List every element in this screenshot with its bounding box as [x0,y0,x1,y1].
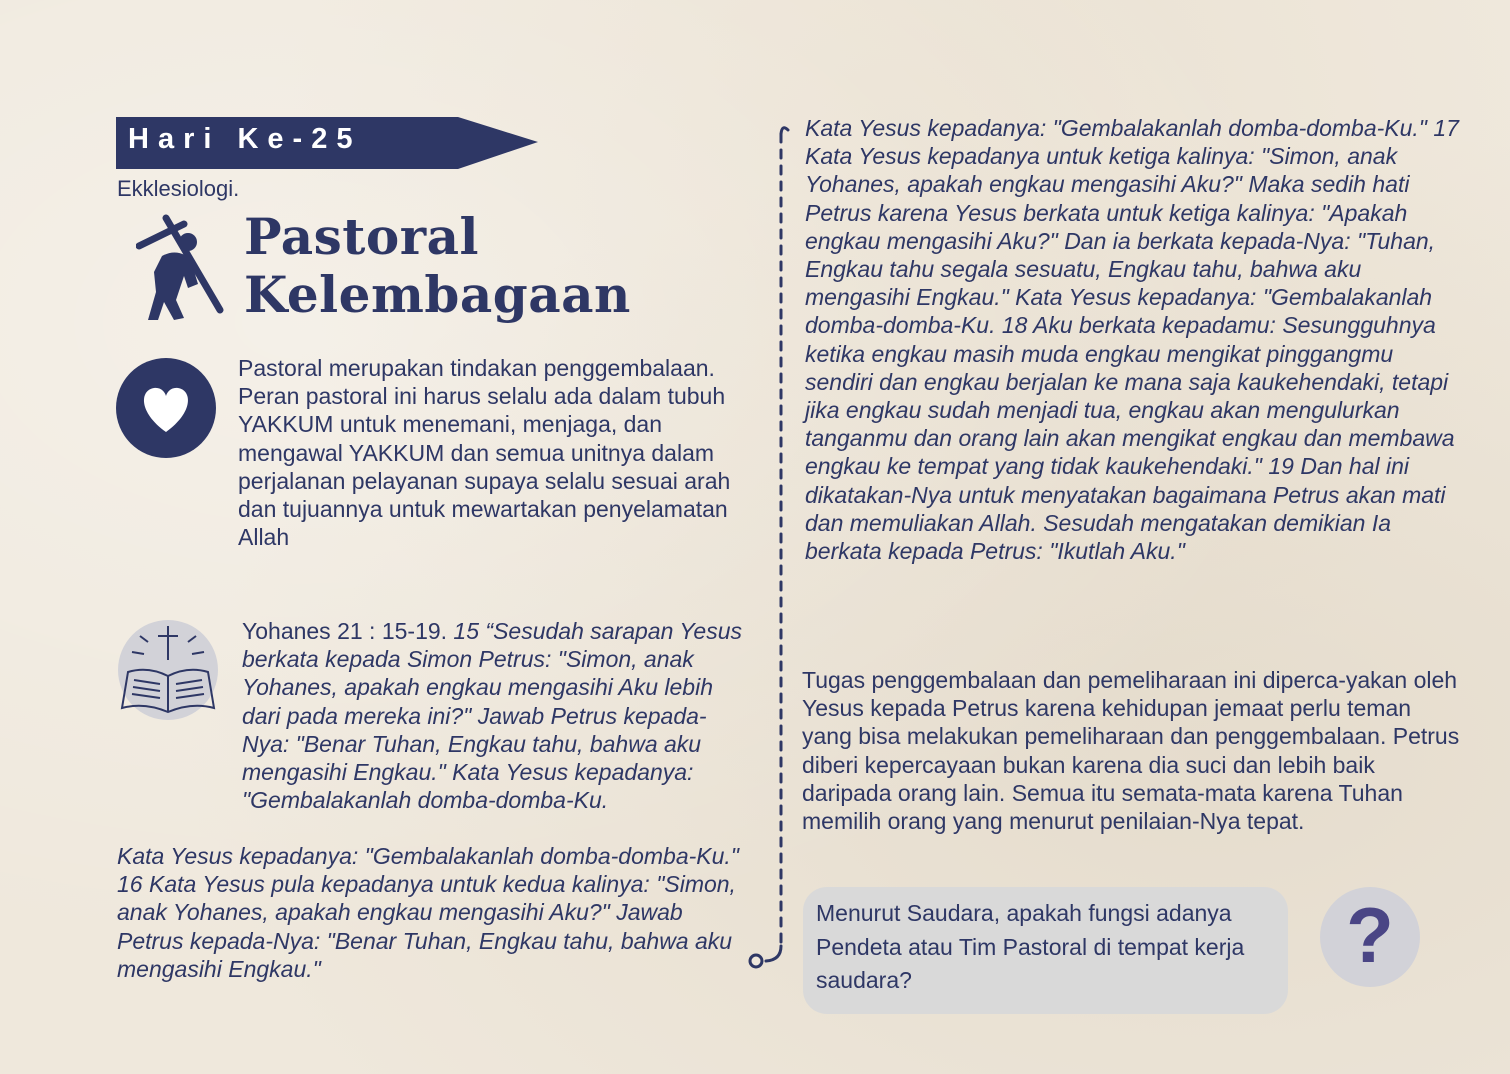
category-label: Ekklesiologi. [117,176,240,201]
scripture-reference: Yohanes 21 : 15-19. [242,618,448,644]
question-mark-icon [1320,887,1420,987]
title-line-1: Pastoral [244,207,479,266]
scripture-verse-right: Kata Yesus kepadanya: "Gembalakanlah domba-domba-Ku." 17 Kata Yesus kepadanya untuk ketiga kalinya: "Simon, anak Yohanes, apakah engkau mengasihi Aku?" Maka sedih hati Petrus karena Yesus berkata untuk ketiga kalinya: "Apakah engkau mengasihi Aku?" Dan ia berkata kepada-Nya: "Tuhan, Engkau tahu segala sesuatu, Engkau tahu, bahwa aku mengasihi Engkau." Kata Yesus kepadanya: "Gembalakanlah domba-domba-Ku. 18 Aku berkata kepadamu: Sesungguhnya ketika engkau masih muda engkau mengikat pinggangmu sendiri dan engkau berjalan ke mana saja kaukehendaki, tetapi jika engkau sudah menjadi tua, engkau akan mengulurkan tanganmu dan orang lain akan mengikat engkau dan membawa engkau ke tempat yang tidak kaukehendaki." 19 Dan hal ini dikatakan-Nya untuk menyatakan bagaimana Petrus akan mati dan memuliakan Allah. Sesudah mengatakan demikian Ia berkata kepada Petrus: "Ikutlah Aku." [805,115,1459,565]
cross-bearer-icon [136,214,224,326]
day-label: Hari Ke-25 [128,123,362,155]
intro-paragraph: Pastoral merupakan tindakan penggembalaan. Peran pastoral ini harus selalu ada dalam tubuh YAKKUM untuk menemani, menjaga, dan mengawal YAKKUM dan semua unitnya dalam perjalanan pelayanan supaya selalu sesuai arah dan tujuannya untuk mewartakan penyelamatan Allah [238,355,731,551]
scripture-verse-continued: Kata Yesus kepadanya: "Gembalakanlah domba-domba-Ku." 16 Kata Yesus pula kepadanya untuk kedua kalinya: "Simon, anak Yohanes, apakah engkau mengasihi Aku?" Jawab Petrus kepada-Nya: "Benar Tuhan, Engkau tahu, bahwa aku mengasihi Engkau." [117,843,739,982]
explanation-paragraph: Tugas penggembalaan dan pemeliharaan ini diperca-yakan oleh Yesus kepada Petrus karena kehidupan jemaat perlu teman yang bisa melakukan pemeliharaan dan penggembalaan. Petrus diberi kepercayaan bukan karena dia suci dan lebih baik daripada orang lain. Semua itu semata-mata karena Tuhan memilih orang yang menurut penilaian-Nya tepat. [802,667,1460,835]
day-banner [116,117,538,169]
scripture-verse-text: 15 “Sesudah sarapan Yesus berkata kepada Simon Petrus: "Simon, anak Yohanes, apakah engkau mengasihi Aku lebih dari pada mereka ini?" Jawab Petrus kepada-Nya: "Benar Tuhan, Engkau tahu, bahwa aku mengasihi Engkau." Kata Yesus kepadanya: "Gembalakanlah domba-domba-Ku. [242,618,743,814]
timeline-connector [744,118,804,978]
title-line-2: Kelembagaan [244,265,631,324]
heart-icon [116,358,216,458]
reflection-question: Menurut Saudara, apakah fungsi adanya Pendeta atau Tim Pastoral di tempat kerja saudara? [816,900,1245,993]
reflection-question-box [803,887,1288,1014]
page-title [244,208,631,324]
question-mark-glyph: ? [1346,891,1394,979]
open-bible-icon [118,620,218,720]
scripture-verse-start [242,617,742,814]
